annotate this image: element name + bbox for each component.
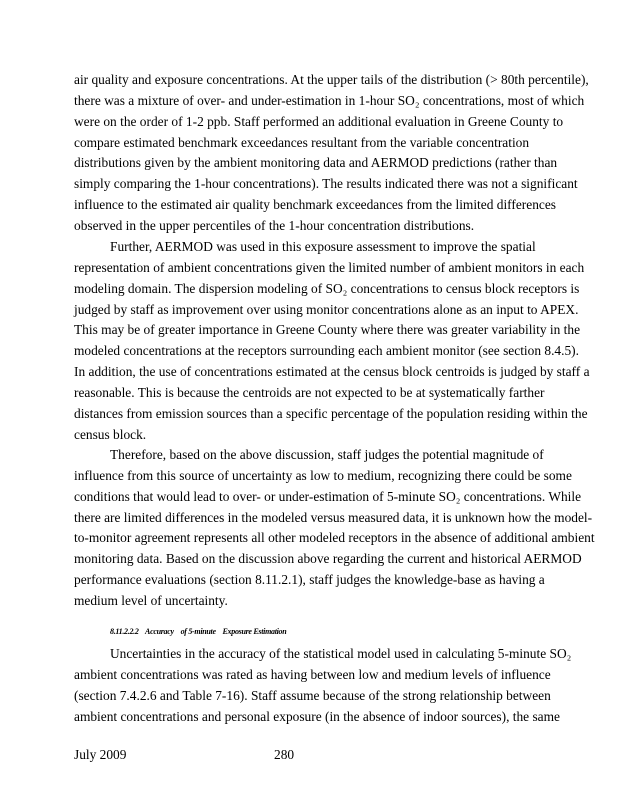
paragraph-3-line: conditions that would lead to over- or under-estimation of 5-minute SO₂ concentrations. While bbox=[74, 488, 582, 504]
paragraph-2-line: modeling domain. The dispersion modeling of SO₂ concentrations to census block receptors is bbox=[74, 280, 580, 296]
paragraph-3-line: Therefore, based on the above discussion, staff judges the potential magnitude of bbox=[110, 447, 544, 462]
paragraph-2-line: This may be of greater importance in Greene County where there was greater variability in the bbox=[74, 322, 581, 338]
paragraph-1-line: were on the order of 1-2 ppb. Staff performed an additional evaluation in Greene County to bbox=[74, 113, 564, 129]
paragraph-2-line: judged by staff as improvement over using monitor concentrations alone as an input to APEX. bbox=[74, 301, 579, 317]
paragraph-4-line: Uncertainties in the accuracy of the statistical model used in calculating 5-minute SO₂ bbox=[110, 646, 572, 661]
paragraph-3-line: performance evaluations (section 8.11.2.1), staff judges the knowledge-base as having a bbox=[74, 572, 545, 588]
paragraph-3-line: influence from this source of uncertainty as low to medium, recognizing there could be some bbox=[74, 467, 572, 483]
paragraph-1-line: distributions given by the ambient monitoring data and AERMOD predictions (rather than bbox=[74, 155, 558, 171]
paragraph-1-line: there was a mixture of over- and under-estimation in 1-hour SO₂ concentrations, most of which bbox=[74, 92, 585, 108]
paragraph-2-line: census block. bbox=[74, 426, 147, 442]
paragraph-4-line: (section 7.4.2.6 and Table 7-16). Staff assume because of the strong relationship between bbox=[74, 687, 551, 703]
paragraph-2-line: In addition, the use of concentrations estimated at the census block centroids is judged by staff a bbox=[74, 364, 590, 380]
paragraph-1-line: compare estimated benchmark exceedances resultant from the variable concentration bbox=[74, 134, 530, 150]
paragraph-3-line: to-monitor agreement represents all other modeled receptors in the absence of additional ambient bbox=[74, 530, 595, 546]
paragraph-2-line: distances from emission sources than a specific percentage of the population residing within the bbox=[74, 405, 588, 421]
paragraph-1-line: observed in the upper percentiles of the 1-hour concentration distributions. bbox=[74, 217, 475, 233]
paragraph-3-line: monitoring data. Based on the discussion above regarding the current and historical AERMOD bbox=[74, 551, 582, 567]
paragraph-1-line: air quality and exposure concentrations. At the upper tails of the distribution (> 80th percentile), bbox=[74, 72, 589, 87]
footer-date: July 2009 bbox=[74, 747, 127, 762]
section-heading: 8.11.2.2.2 Accuracy of 5-minute Exposure Estimation bbox=[110, 627, 287, 636]
paragraph-2-line: Further, AERMOD was used in this exposure assessment to improve the spatial bbox=[110, 239, 536, 254]
paragraph-2-line: modeled concentrations at the receptors surrounding each ambient monitor (see section 8.4.5). bbox=[74, 343, 579, 359]
paragraph-2-line: reasonable. This is because the centroids are not expected to be at systematically farther bbox=[74, 384, 545, 400]
paragraph-4-line: ambient concentrations was rated as having between low and medium levels of influence bbox=[74, 666, 551, 682]
paragraph-3-line: there are limited differences in the modeled versus measured data, it is unknown how the model- bbox=[74, 509, 593, 525]
paragraph-2-line: representation of ambient concentrations given the limited number of ambient monitors in each bbox=[74, 259, 585, 275]
paragraph-4-line: ambient concentrations and personal exposure (in the absence of indoor sources), the same bbox=[74, 708, 560, 724]
footer-page-number: 280 bbox=[274, 747, 295, 762]
paragraph-1-line: influence to the estimated air quality benchmark exceedances from the limited differences bbox=[74, 197, 556, 213]
paragraph-1-line: simply comparing the 1-hour concentrations). The results indicated there was not a significant bbox=[74, 176, 578, 192]
paragraph-3-line: medium level of uncertainty. bbox=[74, 592, 228, 608]
